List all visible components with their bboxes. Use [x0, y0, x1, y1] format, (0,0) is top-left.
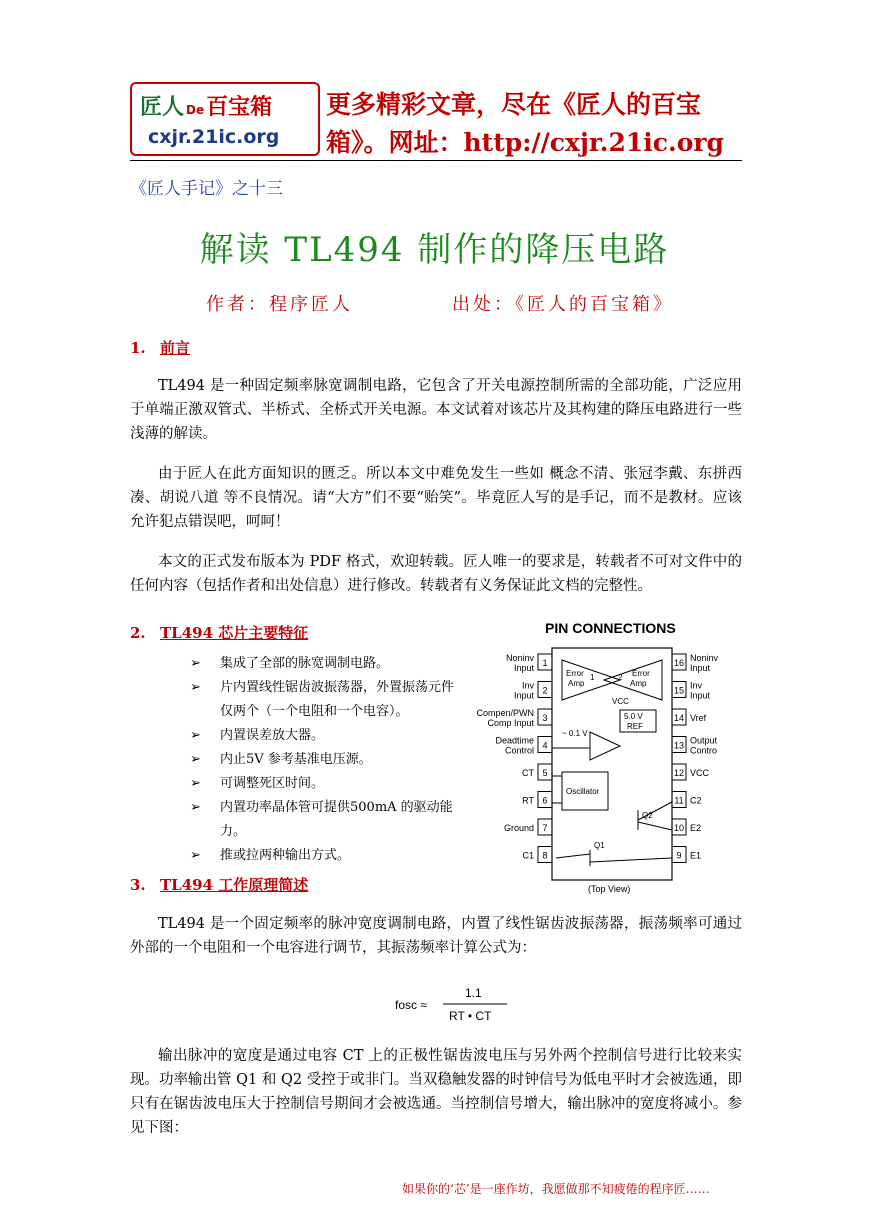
pin-label: VCC	[690, 768, 710, 778]
pin-number: 10	[673, 823, 685, 833]
feature-text: 集成了全部的脉宽调制电路。	[220, 656, 390, 671]
pin-number: 2	[542, 685, 548, 696]
vcc-label: VCC	[612, 697, 629, 706]
deadtime-comparator	[590, 732, 620, 760]
pin-number: 4	[542, 740, 548, 751]
pin-number: 8	[542, 850, 548, 861]
pin-number: 15	[673, 685, 685, 696]
offset-voltage-label: ~ 0.1 V	[562, 729, 588, 738]
paragraph-intro-2: 由于匠人在此方面知识的匮乏。所以本文中难免发生一些如 概念不清、张冠李戴、东拼西凑、胡说八道 等不良情况。请“大方”们不要“贻笑”。毕竟匠人写的是手记，而不是教材。应该允许犯点错误吧，呵呵！	[130, 466, 742, 530]
pin-number: 16	[673, 658, 685, 668]
pin-number: 11	[674, 795, 684, 806]
source-line: 出处：《匠人的百宝箱》	[452, 294, 674, 315]
q2-label: Q2	[642, 811, 653, 820]
oscillator-frequency-formula	[395, 980, 515, 1030]
pin-label: Input	[690, 663, 711, 673]
feature-text: 内置功率晶体管可提供500mA 的驱动能力。	[220, 800, 453, 839]
section-heading-1	[130, 337, 190, 358]
pin-label: C2	[690, 795, 702, 806]
logo-text-b: 百宝箱	[206, 95, 273, 120]
ref-voltage-label: 5.0 V	[624, 712, 643, 721]
section-heading-2	[130, 622, 308, 643]
logo-text-de: De	[186, 103, 205, 117]
page-title: 解读 TL494 制作的降压电路	[199, 230, 670, 270]
pin-label: E1	[690, 850, 702, 861]
section-heading-3	[130, 874, 308, 895]
bullet-arrow-icon: ➢	[190, 656, 201, 671]
amp-1-label: Amp	[568, 679, 585, 688]
pin-number: 13	[673, 740, 685, 751]
formula-numerator: 1.1	[465, 986, 482, 1000]
ref-label: REF	[627, 722, 643, 731]
section-number: 1.	[130, 339, 146, 357]
pin-number: 9	[676, 850, 682, 861]
bullet-arrow-icon: ➢	[190, 752, 201, 767]
top-view-label: (Top View)	[588, 884, 631, 894]
pin-label: Inv	[690, 680, 703, 691]
pin-label: CT	[522, 768, 534, 778]
feature-text: 内止5V 参考基准电压源。	[220, 752, 372, 767]
pin-label: Comp Input	[487, 718, 534, 728]
pin-label: Noninv	[505, 653, 534, 663]
formula-denominator: RT • CT	[449, 1009, 492, 1023]
pin-label: Output	[690, 735, 718, 746]
formula-lhs: fosc ≈	[395, 998, 427, 1012]
feature-item	[190, 796, 460, 844]
bullet-arrow-icon: ➢	[190, 848, 201, 863]
author-line: 作者：程序匠人	[206, 294, 353, 315]
section-number: 3.	[130, 876, 146, 894]
section-number: 2.	[130, 624, 146, 642]
amp-1-number: 1	[590, 673, 595, 682]
q1-label: Q1	[594, 841, 605, 850]
section-title: 前言	[160, 339, 191, 357]
pin-number: 7	[542, 823, 548, 833]
oscillator-label: Oscillator	[566, 787, 600, 796]
pin-label: Contro	[690, 745, 718, 756]
pin-label: Vref	[690, 713, 707, 723]
pin-number: 14	[673, 713, 685, 723]
pin-label: Compen/PWN	[476, 708, 534, 718]
feature-item	[190, 772, 460, 796]
feature-text: 可调整死区时间。	[220, 776, 325, 791]
pin-connections-diagram	[470, 640, 740, 898]
pin-label: RT	[522, 795, 534, 806]
pin-label: Control	[504, 745, 534, 756]
feature-item	[190, 652, 460, 676]
amp-2-number: 2	[618, 673, 623, 682]
pin-number: 12	[673, 768, 685, 778]
pin-label: Input	[513, 690, 534, 701]
feature-text: 内置误差放大器。	[220, 728, 325, 743]
header-divider	[130, 160, 742, 161]
amp-2-label: Amp	[630, 679, 647, 688]
pin-label: Input	[513, 663, 534, 673]
pin-label: Noninv	[690, 653, 719, 663]
feature-list	[190, 652, 460, 868]
pin-label: E2	[690, 823, 702, 833]
pin-label: Ground	[503, 823, 534, 833]
paragraph-intro-3: 本文的正式发布版本为 PDF 格式，欢迎转载。匠人唯一的要求是，转载者不可对文件中的任何内容（包括作者和出处信息）进行修改。转载者有义务保证此文档的完整性。	[130, 554, 742, 594]
logo-url: cxjr.21ic.org	[148, 126, 280, 148]
feature-item	[190, 676, 460, 724]
paragraph-principle-1: TL494 是一个固定频率的脉冲宽度调制电路，内置了线性锯齿波振荡器，振荡频率可通过外部的一个电阻和一个电容进行调节，其振荡频率计算公式为：	[130, 916, 742, 956]
logo-title	[140, 90, 272, 121]
error-amp-1-label: Error	[566, 669, 584, 678]
bullet-arrow-icon: ➢	[190, 800, 201, 815]
bullet-arrow-icon: ➢	[190, 728, 201, 743]
pin-number: 5	[542, 768, 548, 778]
logo-text-a: 匠人	[140, 95, 185, 120]
section-title: TL494 工作原理简述	[160, 876, 309, 894]
feature-item	[190, 844, 460, 868]
pin-number: 3	[542, 713, 548, 723]
pin-number: 6	[542, 795, 548, 806]
feature-text: 片内置线性锯齿波振荡器，外置振荡元件仅两个（一个电阻和一个电容）。	[220, 680, 455, 719]
pin-label: Deadtime	[495, 735, 534, 746]
feature-item	[190, 724, 460, 748]
pin-label: Inv	[521, 680, 534, 691]
pin-label: Input	[690, 690, 711, 701]
bullet-arrow-icon: ➢	[190, 680, 201, 695]
bullet-arrow-icon: ➢	[190, 776, 201, 791]
site-logo[interactable]	[130, 82, 320, 156]
header-tagline: 更多精彩文章，尽在《匠人的百宝箱》。网址：http://cxjr.21ic.org	[326, 90, 725, 157]
feature-item	[190, 748, 460, 772]
section-title: TL494 芯片主要特征	[160, 624, 309, 642]
paragraph-intro-1: TL494 是一种固定频率脉宽调制电路，它包含了开关电源控制所需的全部功能，广泛应用于单端正激双管式、半桥式、全桥式开关电源。本文试着对该芯片及其构建的降压电路进行一些浅薄的解读。	[130, 378, 742, 442]
pin-number: 1	[542, 658, 548, 668]
pin-label: C1	[522, 850, 534, 861]
page-footer: 如果你的‘芯’是一座作坊，我愿做那不知疲倦的程序匠……	[402, 1182, 710, 1196]
series-label: 《匠人手记》之十三	[130, 179, 283, 199]
feature-text: 推或拉两种输出方式。	[220, 848, 351, 863]
paragraph-principle-2: 输出脉冲的宽度是通过电容 CT 上的正极性锯齿波电压与另外两个控制信号进行比较来实现。功率输出管 Q1 和 Q2 受控于或非门。当双稳触发器的时钟信号为低电平时才会被选通，即只有在锯齿波电压大于控制信号期间才会被选通。当控制信号增大，输出脉冲的宽度将减小。参见下图：	[130, 1048, 742, 1136]
error-amp-2-label: Error	[632, 669, 650, 678]
pin-diagram-title: PIN CONNECTIONS	[545, 620, 676, 636]
